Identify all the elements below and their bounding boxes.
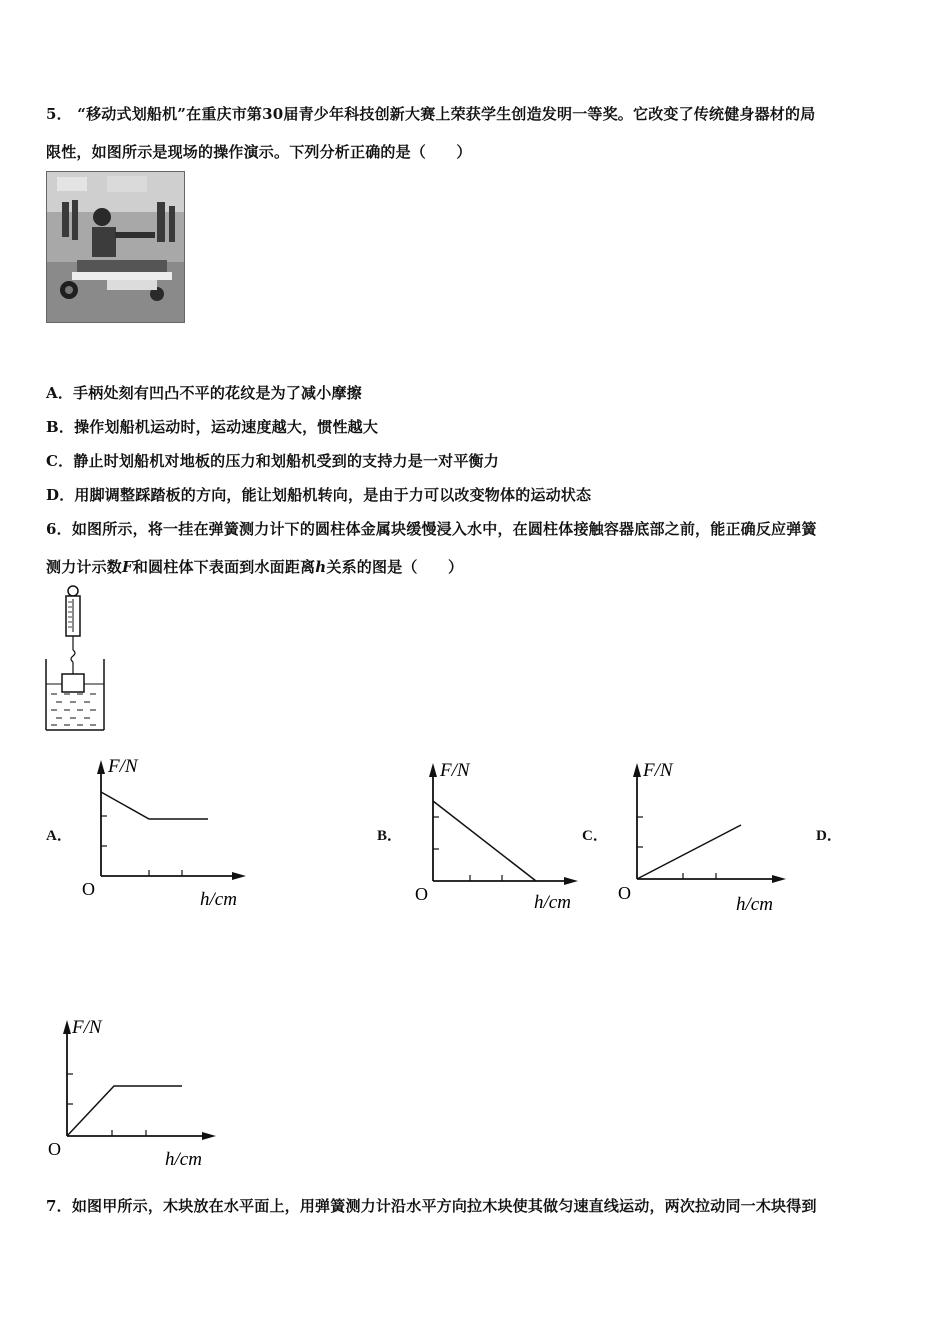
graph-a-y-label: F/N	[108, 756, 138, 777]
q6-stem-line-2	[46, 556, 463, 577]
q7-stem-line-1: 7．如图甲所示，木块放在水平面上，用弹簧测力计沿水平方向拉木块使其做匀速直线运动，两次拉动同一木块得到	[46, 1197, 817, 1215]
q6-stem-text-b: 和圆柱体下表面到水面距离	[132, 558, 316, 576]
graph-c-origin: O	[618, 883, 631, 903]
graph-d-x-label: h/cm	[165, 1149, 202, 1170]
graph-c-y-label: F/N	[643, 760, 673, 781]
graph-a-origin: O	[82, 879, 95, 899]
graph-c	[614, 755, 794, 915]
q6-var-h: h	[315, 558, 327, 576]
q5-option-c: C．静止时划船机对地板的压力和划船机受到的支持力是一对平衡力	[46, 452, 499, 470]
q5-stem-line-1: 5． “移动式划船机”在重庆市第30届青少年科技创新大赛上荣获学生创造发明一等奖。它改变了传统健身器材的局	[46, 105, 816, 123]
graph-b-origin: O	[415, 884, 428, 904]
graph-b-x-label: h/cm	[534, 892, 571, 913]
spring-scale-figure	[44, 584, 108, 734]
graph-c-x-label: h/cm	[736, 894, 773, 915]
graph-a-x-label: h/cm	[200, 889, 237, 910]
q6-option-c-label: C．	[582, 828, 608, 844]
q6-stem-line-1: 6．如图所示，将一挂在弹簧测力计下的圆柱体金属块缓慢浸入水中，在圆柱体接触容器底部之前，能正确反应弹簧	[46, 520, 817, 538]
q5-stem-line-2: 限性，如图所示是现场的操作演示。下列分析正确的是（ ）	[46, 143, 472, 161]
q6-option-d-label: D．	[816, 828, 842, 844]
graph-a	[78, 752, 248, 912]
q6-stem-text-a: 测力计示数	[46, 558, 123, 576]
q5-option-a: A．手柄处刻有凹凸不平的花纹是为了减小摩擦	[46, 384, 362, 402]
graph-d-origin: O	[48, 1139, 61, 1159]
q6-option-b-label: B．	[377, 828, 403, 844]
q5-option-d: D．用脚调整踩踏板的方向，能让划船机转向，是由于力可以改变物体的运动状态	[46, 486, 592, 504]
graph-d	[44, 1012, 224, 1172]
graph-d-y-label: F/N	[72, 1017, 102, 1038]
q6-var-f: F	[122, 558, 133, 576]
graph-b	[410, 755, 580, 915]
rowing-machine-photo	[46, 171, 185, 323]
q5-option-b: B．操作划船机运动时，运动速度越大，惯性越大	[46, 418, 379, 436]
graph-b-y-label: F/N	[440, 760, 470, 781]
q6-option-a-label: A．	[46, 828, 72, 844]
q6-stem-text-c: 关系的图是（ ）	[326, 558, 464, 576]
